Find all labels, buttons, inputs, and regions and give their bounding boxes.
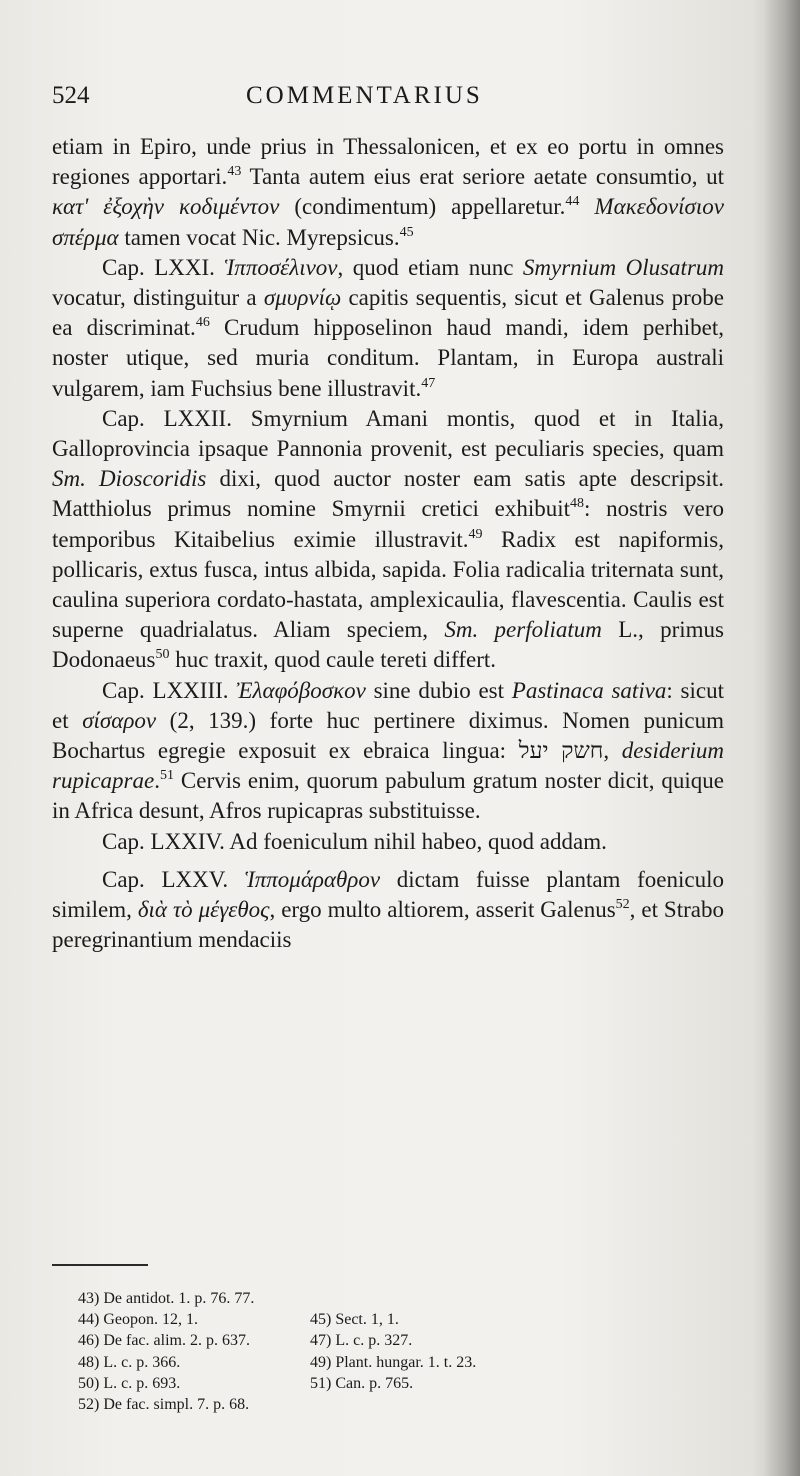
footnote: 43) De antidot. 1. p. 76. 77.: [78, 1290, 255, 1307]
footnote-row: [78, 1352, 698, 1373]
paragraph: Cap. LXXV. Ἱππομάραθρον dictam fuisse plantam foeniculo similem, διὰ τὸ μέγεθος, ergo multo altiorem, asserit Galenus$^{52}$, et Strabo peregrinantium mendaciis: [52, 866, 724, 953]
paragraph: Cap. LXXI. Ἱπποσέλινον, quod etiam nunc Smyrnium Olusatrum vocatur, distinguitur a σμυρνίῳ capitis sequentis, sicut et Galenus probe ea discriminat.$^{46}$ Crudum hipposelinon haud mandi, idem perhibet, noster utique, sed muria conditum. Plantam, in Europa australi vulgarem, iam Fuchsius bene illustravit.$^{47}$: [52, 254, 724, 401]
footnote-row: [78, 1330, 698, 1351]
page-spine-shadow: [764, 0, 800, 1476]
footnote-row: [78, 1288, 698, 1309]
paragraph: Cap. LXXIV. Ad foeniculum nihil habeo, quod addam.: [102, 828, 607, 854]
footnote: 50) L. c. p. 693.: [78, 1374, 181, 1392]
page-number: 524: [52, 82, 90, 109]
footnote-row: [78, 1394, 698, 1415]
paragraph: etiam in Epiro, unde prius in Thessalonicen, et ex eo portu in omnes regiones apportari.$^{43}$ Tanta autem eius erat seriore aetate consumtio, ut κατ' ἐξοχὴν κοδιμέντον (condimentum) appellaretur.$^{44}$ Μακεδονίσιον σπέρμα tamen vocat Nic. Myrepsicus.$^{45}$: [52, 134, 724, 250]
page-header: [52, 82, 732, 122]
footnote-row: [78, 1309, 698, 1330]
footnote: 44) Geopon. 12, 1.: [78, 1311, 198, 1329]
footnote: 49) Plant. hungar. 1. t. 23.: [310, 1353, 477, 1371]
footnote: 51) Can. p. 765.: [310, 1374, 414, 1392]
footnote-row: [78, 1373, 698, 1394]
footnote: 46) De fac. alim. 2. p. 637.: [78, 1332, 250, 1350]
body-text: [52, 132, 724, 955]
footnote: 47) L. c. p. 327.: [310, 1332, 413, 1350]
paragraph: Cap. LXXII. Smyrnium Amani montis, quod et in Italia, Galloprovincia ipsaque Pannonia provenit, est peculiaris species, quam Sm. Dioscoridis dixi, quod auctor noster eam satis apte descripsit. Matthiolus primus nomine Smyrnii cretici exhibuit$^{48}$: nostris vero temporibus Kitaibelius eximie illustravit.$^{49}$ Radix est napiformis, pollicaris, extus fusca, intus albida, sapida. Folia radicalia triternata sunt, caulina superiora cordato-hastata, amplexicaulia, flavescentia. Caulis est superne quadrialatus. Aliam speciem, Sm. perfoliatum L., primus Dodonaeus$^{50}$ huc traxit, quod caule tereti differt.: [52, 405, 725, 673]
footnote: 52) De fac. simpl. 7. p. 68.: [78, 1395, 250, 1413]
paragraph: Cap. LXXIII. Ἐλαφόβοσκον sine dubio est Pastinaca sativa: sicut et σίσαρον (2, 139.) forte huc pertinere diximus. Nomen punicum Bochartus egregie exposuit ex ebraica lingua: חשק יעל, desiderium rupicaprae.$^{51}$ Cervis enim, quorum pabulum gratum noster dicit, quique in Africa desunt, Afros rupicapras substituisse.: [52, 677, 725, 824]
footnote-rule: [52, 1264, 148, 1266]
running-head: COMMENTARIUS: [246, 82, 483, 109]
footnotes: [78, 1288, 698, 1415]
footnote: 48) L. c. p. 366.: [78, 1353, 181, 1371]
footnote: 45) Sect. 1, 1.: [310, 1311, 399, 1329]
